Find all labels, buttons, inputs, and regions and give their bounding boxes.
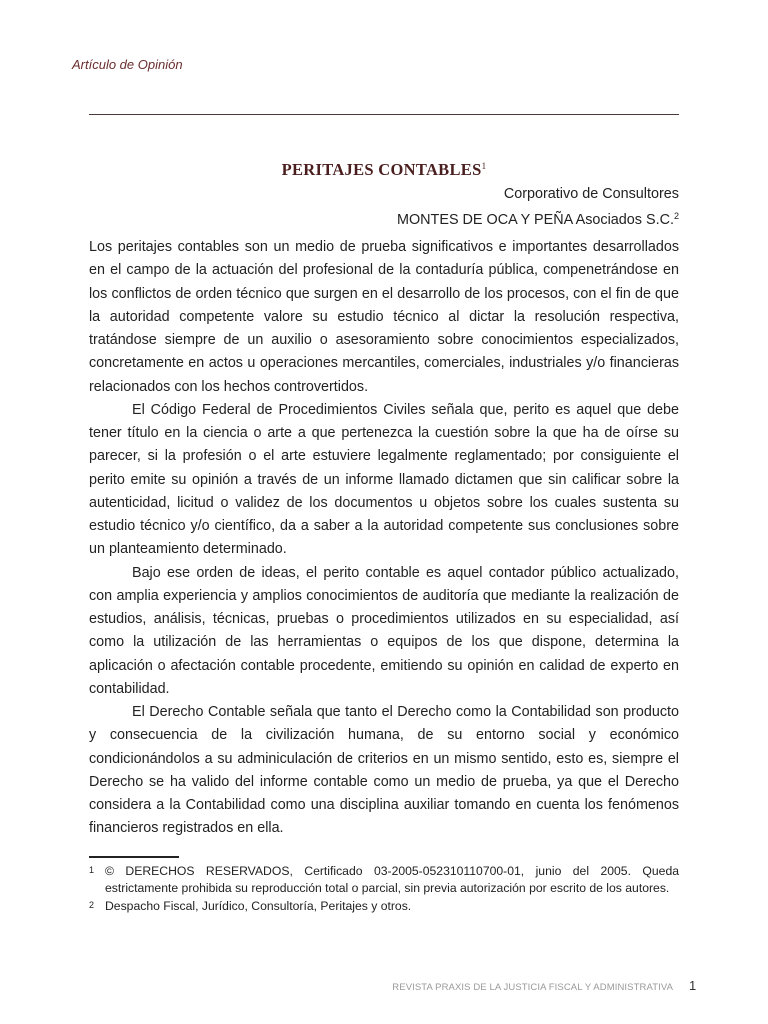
byline-organization: Corporativo de Consultores xyxy=(503,186,679,202)
footnote-mark: 1 xyxy=(89,865,95,875)
footnotes xyxy=(89,863,679,916)
header-divider xyxy=(89,114,679,115)
publication-name: REVISTA PRAXIS DE LA JUSTICIA FISCAL Y ADMINISTRATIVA xyxy=(392,982,673,993)
footnote-text: Despacho Fiscal, Jurídico, Consultoría, Peritajes y otros. xyxy=(105,899,412,913)
footnote-1 xyxy=(89,863,679,897)
byline-footnote-ref[interactable]: 2 xyxy=(673,211,679,221)
page-number: 1 xyxy=(689,978,697,993)
article-title-text: PERITAJES CONTABLES xyxy=(281,160,482,179)
footnote-mark: 2 xyxy=(89,900,95,910)
byline-firm xyxy=(397,211,679,228)
paragraph-4: El Derecho Contable señala que tanto el Derecho como la Contabilidad son producto y consecuencia de la civilización humana, de su entorno social y económico condicionándolos a su adminiculación de criterios en un mismo sentido, esto es, siempre el Derecho se ha valido del informe contable como un medio de prueba, ya que el Derecho considera a la Contabilidad como una disciplina auxiliar tomando en cuenta los fenómenos financieros registrados en ella. xyxy=(89,704,679,837)
title-footnote-ref[interactable]: 1 xyxy=(481,161,487,171)
footnote-divider xyxy=(89,856,179,858)
article-title xyxy=(89,160,679,180)
article-body xyxy=(89,236,679,841)
byline-firm-text: MONTES DE OCA Y PEÑA Asociados S.C. xyxy=(396,212,674,228)
paragraph-2: El Código Federal de Procedimientos Civiles señala que, perito es aquel que debe tener título en la ciencia o arte a que pertenezca la cuestión sobre la que ha de oírse su parecer, si la profesión o el arte estuviere legalmente reglamentado; por consiguiente el perito emite su opinión a través de un informe llamado dictamen que sin calificar sobre la autenticidad, licitud o validez de los documentos u objetos sobre los cuales sustenta su estudio técnico y/o científico, da a saber a la autoridad competente sus conclusiones sobre un planteamiento determinado. xyxy=(89,401,679,558)
paragraph-3: Bajo ese orden de ideas, el perito contable es aquel contador público actualizado, con amplia experiencia y amplios conocimientos de auditoría que mediante la realización de estudios, análisis, técnicas, pruebas o procedimientos utilizados en su especialidad, así como la utilización de las herramientas o equipos de los que dispone, determina la aplicación o afectación contable procedente, emitiendo su opinión en calidad de experto en contabilidad. xyxy=(89,564,679,697)
section-label: Artículo de Opinión xyxy=(72,57,183,72)
footnote-2 xyxy=(89,898,679,915)
footnote-text: © DERECHOS RESERVADOS, Certificado 03-2005-052310110700-01, junio del 2005. Queda estrictamente prohibida su reproducción total o parcial, sin previa autorización por escrito de los autores. xyxy=(105,864,679,895)
paragraph-1: Los peritajes contables son un medio de prueba significativos e importantes desarrollados en el campo de la actuación del profesional de la contaduría pública, compenetrándose en los conflictos de orden técnico que surgen en el desarrollo de los procesos, con el fin de que la autoridad competente valore su estudio técnico al dictar la resolución respectiva, tratándose siempre de un auxilio o asesoramiento sobre conocimientos especializados, concretamente en actos u operaciones mercantiles, comerciales, industriales y/o financieras relacionados con los hechos controvertidos. xyxy=(89,239,679,395)
